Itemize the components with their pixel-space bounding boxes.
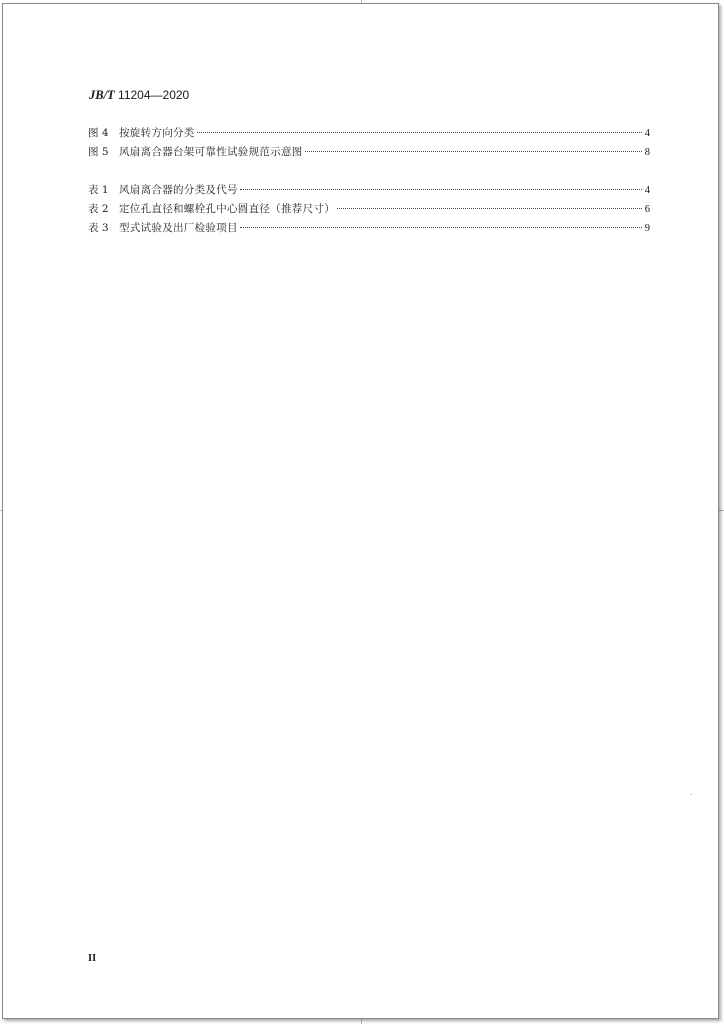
figure-list (88, 124, 650, 162)
toc-entry-label: 表 3 (88, 222, 109, 234)
toc-entry-title: 型式试验及出厂检验项目 (119, 222, 238, 234)
crop-mark-right (719, 510, 724, 511)
table-list (88, 181, 650, 238)
toc-entry-page: 4 (644, 185, 650, 196)
toc-leader-dots (337, 208, 642, 209)
toc-leader-dots (240, 189, 642, 190)
toc-entry-table-2[interactable] (88, 200, 650, 219)
toc-entry-label: 图 5 (88, 146, 109, 158)
standard-code-header (89, 88, 189, 103)
toc-entry-title: 风扇离合器的分类及代号 (119, 184, 238, 196)
toc-entry-title: 风扇离合器台架可靠性试验规范示意图 (119, 146, 303, 158)
toc-entry-figure-5[interactable] (88, 143, 650, 162)
toc-entry-table-3[interactable] (88, 219, 650, 238)
crop-mark-bottom (361, 1019, 362, 1024)
toc-entry-figure-4[interactable] (88, 124, 650, 143)
scan-speck (690, 794, 692, 795)
toc-entry-page: 8 (644, 147, 650, 158)
toc-entry-label: 表 2 (88, 203, 109, 215)
standard-code-number: 11204—2020 (114, 88, 190, 102)
toc-entry-page: 9 (644, 223, 650, 234)
toc-entry-title: 定位孔直径和螺栓孔中心圆直径（推荐尺寸） (119, 203, 335, 215)
toc-entry-page: 6 (644, 204, 650, 215)
toc-entry-table-1[interactable] (88, 181, 650, 200)
toc-entry-label: 图 4 (88, 127, 109, 139)
toc-entry-label: 表 1 (88, 184, 109, 196)
toc-entry-page: 4 (644, 128, 650, 139)
toc-leader-dots (305, 151, 642, 152)
page-number: II (88, 953, 97, 964)
toc-leader-dots (197, 132, 642, 133)
standard-code-prefix: JB/T (89, 88, 115, 102)
toc-leader-dots (240, 227, 642, 228)
toc-entry-title: 按旋转方向分类 (119, 127, 195, 139)
